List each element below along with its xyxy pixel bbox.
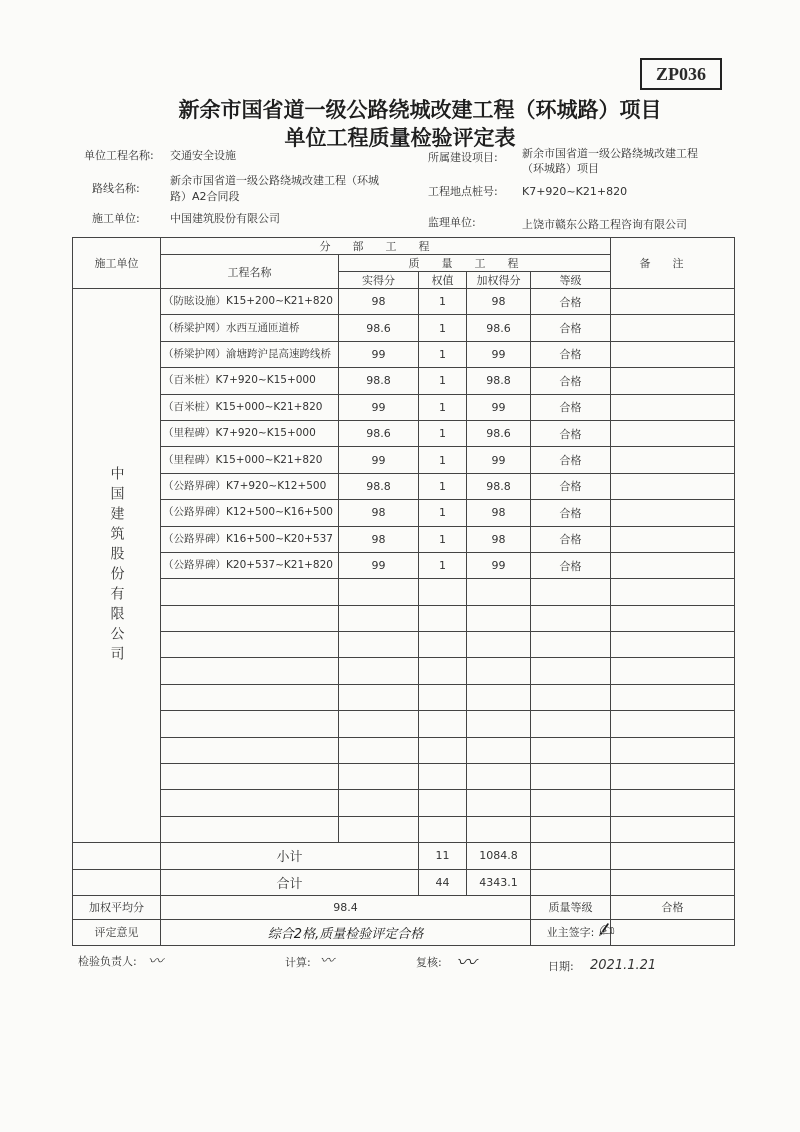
actual-score-cell: 98.6 — [339, 315, 419, 341]
belong-project-value-2: （环城路）项目 — [522, 162, 599, 175]
empty-cell — [161, 816, 339, 842]
remarks-cell — [611, 289, 735, 315]
quality-evaluation-table — [72, 237, 735, 946]
remarks-cell — [611, 632, 735, 658]
empty-row — [73, 632, 735, 658]
weight-cell: 1 — [419, 420, 467, 446]
empty-cell — [161, 737, 339, 763]
remarks-cell — [611, 711, 735, 737]
supervisor-value: 上饶市赣东公路工程咨询有限公司 — [522, 218, 687, 231]
location-label: 工程地点桩号: — [428, 185, 498, 198]
header-quality: 质量工程 — [339, 255, 611, 272]
grade-cell: 合格 — [531, 315, 611, 341]
weighted-score-cell: 98 — [467, 526, 531, 552]
remarks-cell — [611, 473, 735, 499]
weighted-score-cell: 98.8 — [467, 368, 531, 394]
review-signature: 〰 — [456, 950, 476, 974]
empty-cell — [531, 869, 611, 895]
empty-cell — [531, 843, 611, 869]
inspector-signature: 〰 — [148, 952, 164, 970]
empty-cell — [467, 605, 531, 631]
grade-cell: 合格 — [531, 447, 611, 473]
table-row — [73, 289, 735, 315]
weighted-score-cell: 98 — [467, 289, 531, 315]
empty-cell — [419, 790, 467, 816]
table-row — [73, 315, 735, 341]
route-value-1: 新余市国省道一级公路绕城改建工程（环城 — [170, 174, 379, 187]
empty-cell — [339, 632, 419, 658]
remarks-cell — [611, 658, 735, 684]
remarks-cell — [611, 315, 735, 341]
subtotal-label: 小计 — [161, 843, 419, 869]
empty-cell — [467, 816, 531, 842]
actual-score-cell: 98 — [339, 526, 419, 552]
project-name-cell: （里程碑）K15+000~K21+820 — [161, 447, 339, 473]
project-name-cell: （桥梁护网）水西互通匝道桥 — [161, 315, 339, 341]
actual-score-cell: 99 — [339, 552, 419, 578]
table-row — [73, 473, 735, 499]
empty-cell — [419, 579, 467, 605]
empty-cell — [531, 684, 611, 710]
subtotal-weighted: 1084.8 — [467, 843, 531, 869]
total-weight: 44 — [419, 869, 467, 895]
empty-cell — [467, 579, 531, 605]
grade-cell: 合格 — [531, 341, 611, 367]
actual-score-cell: 98.8 — [339, 368, 419, 394]
table-row — [73, 526, 735, 552]
weighted-score-cell: 98.6 — [467, 420, 531, 446]
empty-cell — [531, 658, 611, 684]
evaluation-value: 综合2格,质量检验评定合格 — [161, 919, 531, 945]
project-name-cell: （公路界碑）K16+500~K20+537 — [161, 526, 339, 552]
empty-row — [73, 684, 735, 710]
calc-label: 计算: — [285, 956, 311, 969]
total-label: 合计 — [161, 869, 419, 895]
header-grade: 等级 — [531, 272, 611, 289]
empty-cell — [467, 790, 531, 816]
empty-cell — [531, 711, 611, 737]
location-value: K7+920~K21+820 — [522, 185, 628, 198]
header-actual-score: 实得分 — [339, 272, 419, 289]
empty-cell — [339, 737, 419, 763]
empty-cell — [339, 816, 419, 842]
empty-cell — [611, 843, 735, 869]
empty-cell — [467, 764, 531, 790]
project-name-cell: （公路界碑）K12+500~K16+500 — [161, 500, 339, 526]
weighted-score-cell: 99 — [467, 447, 531, 473]
table-row — [73, 420, 735, 446]
remarks-cell — [611, 552, 735, 578]
empty-cell — [419, 632, 467, 658]
empty-cell — [467, 711, 531, 737]
table-row — [73, 394, 735, 420]
grade-cell: 合格 — [531, 289, 611, 315]
belong-project-label: 所属建设项目: — [428, 151, 498, 164]
empty-cell — [467, 737, 531, 763]
weight-cell: 1 — [419, 368, 467, 394]
grade-cell: 合格 — [531, 526, 611, 552]
subtotal-row — [73, 843, 735, 869]
empty-cell — [419, 658, 467, 684]
remarks-cell — [611, 816, 735, 842]
weight-cell: 1 — [419, 500, 467, 526]
empty-row — [73, 816, 735, 842]
weight-cell: 1 — [419, 526, 467, 552]
grade-cell: 合格 — [531, 552, 611, 578]
builder-value: 中国建筑股份有限公司 — [170, 212, 280, 225]
project-name-cell: （公路界碑）K7+920~K12+500 — [161, 473, 339, 499]
empty-cell — [339, 764, 419, 790]
empty-row — [73, 790, 735, 816]
weighted-average-row — [73, 895, 735, 919]
empty-cell — [161, 632, 339, 658]
document-subtitle: 单位工程质量检验评定表 — [284, 126, 516, 150]
remarks-cell — [611, 764, 735, 790]
date-value: 2021.1.21 — [590, 958, 657, 973]
remarks-cell — [611, 605, 735, 631]
empty-cell — [73, 869, 161, 895]
review-label: 复核: — [416, 956, 442, 969]
header-construction-unit: 施工单位 — [73, 238, 161, 289]
header-sub-projects: 分部工程 — [161, 238, 611, 255]
inspector-label: 检验负责人: — [78, 955, 137, 968]
weighted-score-cell: 99 — [467, 394, 531, 420]
empty-cell — [339, 711, 419, 737]
quality-grade-value: 合格 — [611, 895, 735, 919]
calc-signature: 〰 — [320, 953, 334, 969]
empty-cell — [161, 790, 339, 816]
table-row — [73, 552, 735, 578]
remarks-cell — [611, 420, 735, 446]
unit-project-label: 单位工程名称: — [84, 149, 154, 162]
empty-cell — [161, 579, 339, 605]
weight-cell: 1 — [419, 552, 467, 578]
total-weighted: 4343.1 — [467, 869, 531, 895]
project-name-cell: （桥梁护网）渝塘跨沪昆高速跨线桥 — [161, 341, 339, 367]
actual-score-cell: 99 — [339, 394, 419, 420]
date-label: 日期: — [548, 960, 574, 973]
empty-cell — [531, 632, 611, 658]
belong-project-value-1: 新余市国省道一级公路绕城改建工程 — [522, 147, 698, 160]
grade-cell: 合格 — [531, 473, 611, 499]
weighted-score-cell: 98 — [467, 500, 531, 526]
empty-cell — [161, 605, 339, 631]
table-row — [73, 500, 735, 526]
remarks-cell — [611, 368, 735, 394]
route-label: 路线名称: — [92, 182, 140, 195]
empty-cell — [467, 684, 531, 710]
empty-cell — [531, 816, 611, 842]
remarks-cell — [611, 341, 735, 367]
empty-cell — [161, 684, 339, 710]
empty-cell — [161, 711, 339, 737]
project-name-cell: （公路界碑）K20+537~K21+820 — [161, 552, 339, 578]
empty-cell — [467, 658, 531, 684]
actual-score-cell: 98 — [339, 289, 419, 315]
table-row — [73, 368, 735, 394]
evaluation-label: 评定意见 — [73, 919, 161, 945]
empty-cell — [73, 843, 161, 869]
actual-score-cell: 98.8 — [339, 473, 419, 499]
grade-cell: 合格 — [531, 500, 611, 526]
empty-cell — [419, 764, 467, 790]
remarks-cell — [611, 394, 735, 420]
empty-cell — [419, 711, 467, 737]
empty-cell — [339, 579, 419, 605]
construction-unit-cell — [73, 289, 161, 843]
actual-score-cell: 99 — [339, 447, 419, 473]
weight-cell: 1 — [419, 447, 467, 473]
empty-cell — [339, 605, 419, 631]
empty-cell — [419, 605, 467, 631]
quality-grade-label: 质量等级 — [531, 895, 611, 919]
empty-cell — [611, 869, 735, 895]
owner-sign-label: 业主签字: — [531, 919, 611, 945]
route-value-2: 路）A2合同段 — [170, 190, 240, 203]
grade-cell: 合格 — [531, 420, 611, 446]
empty-row — [73, 711, 735, 737]
weight-cell: 1 — [419, 289, 467, 315]
weighted-score-cell: 98.8 — [467, 473, 531, 499]
builder-label: 施工单位: — [92, 212, 140, 225]
empty-row — [73, 579, 735, 605]
empty-cell — [419, 737, 467, 763]
remarks-cell — [611, 447, 735, 473]
table-row — [73, 341, 735, 367]
empty-cell — [161, 764, 339, 790]
remarks-cell — [611, 737, 735, 763]
empty-row — [73, 605, 735, 631]
owner-signature: ✍ — [596, 917, 616, 943]
project-name-cell: （防眩设施）K15+200~K21+820 — [161, 289, 339, 315]
grade-cell: 合格 — [531, 394, 611, 420]
actual-score-cell: 98.6 — [339, 420, 419, 446]
document-code: ZP036 — [640, 58, 722, 90]
remarks-cell — [611, 500, 735, 526]
weighted-average-value: 98.4 — [161, 895, 531, 919]
unit-project-value: 交通安全设施 — [170, 149, 236, 162]
actual-score-cell: 98 — [339, 500, 419, 526]
weight-cell: 1 — [419, 315, 467, 341]
empty-cell — [339, 658, 419, 684]
empty-cell — [339, 684, 419, 710]
empty-cell — [531, 764, 611, 790]
empty-row — [73, 737, 735, 763]
remarks-cell — [611, 790, 735, 816]
header-weight: 权值 — [419, 272, 467, 289]
weighted-score-cell: 99 — [467, 341, 531, 367]
project-name-cell: （百米桩）K15+000~K21+820 — [161, 394, 339, 420]
empty-cell — [531, 605, 611, 631]
header-weighted-score: 加权得分 — [467, 272, 531, 289]
construction-unit-name: 中国建筑股份有限公司 — [108, 465, 125, 666]
table-row — [73, 447, 735, 473]
empty-cell — [419, 684, 467, 710]
weighted-score-cell: 99 — [467, 552, 531, 578]
weight-cell: 1 — [419, 473, 467, 499]
empty-cell — [531, 790, 611, 816]
weight-cell: 1 — [419, 341, 467, 367]
weight-cell: 1 — [419, 394, 467, 420]
project-name-cell: （百米桩）K7+920~K15+000 — [161, 368, 339, 394]
evaluation-row — [73, 919, 735, 945]
project-name-cell: （里程碑）K7+920~K15+000 — [161, 420, 339, 446]
weighted-score-cell: 98.6 — [467, 315, 531, 341]
total-row — [73, 869, 735, 895]
empty-cell — [467, 632, 531, 658]
empty-cell — [161, 658, 339, 684]
empty-cell — [339, 790, 419, 816]
actual-score-cell: 99 — [339, 341, 419, 367]
empty-cell — [419, 816, 467, 842]
remarks-cell — [611, 579, 735, 605]
empty-row — [73, 658, 735, 684]
empty-cell — [531, 737, 611, 763]
document-title: 新余市国省道一级公路绕城改建工程（环城路）项目 — [178, 98, 662, 122]
owner-sign-cell — [611, 919, 735, 945]
subtotal-weight: 11 — [419, 843, 467, 869]
supervisor-label: 监理单位: — [428, 216, 476, 229]
empty-row — [73, 764, 735, 790]
header-remarks: 备注 — [611, 238, 735, 289]
weighted-average-label: 加权平均分 — [73, 895, 161, 919]
remarks-cell — [611, 526, 735, 552]
header-project-name: 工程名称 — [161, 255, 339, 289]
grade-cell: 合格 — [531, 368, 611, 394]
empty-cell — [531, 579, 611, 605]
remarks-cell — [611, 684, 735, 710]
